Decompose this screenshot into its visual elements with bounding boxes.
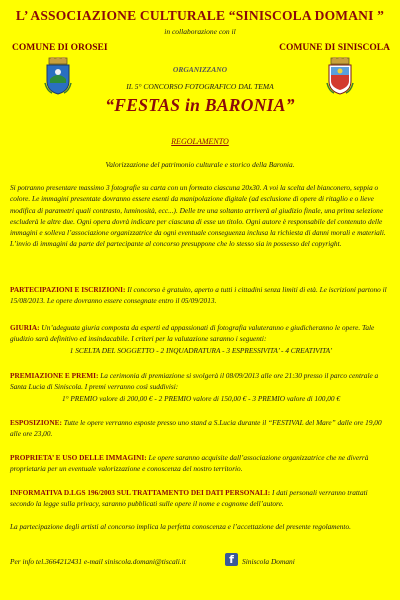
proprieta-section [10, 452, 392, 475]
giuria-text: Un’adeguata giuria composta da esperti ed appassionati di fotografia valuteranno e giudicheranno le opere. Tale giudizio sarà definitivo ed insindacabile. I criteri per la valutazione saranno i seguenti: [10, 323, 375, 344]
proprieta-heading: PROPRIETA’ E USO DELLE IMMAGINI: [10, 453, 147, 462]
intro-paragraph: Si potranno presentare massimo 3 fotografie su carta con un formato ciascuna 20x30. A voi la scelta del bianconero, seppia o colore. Le immagini presentate dovranno essere esenti da manipolazione digitale (ad esclusione di opere di ritaglio e o lieve modifica di parametri quali contrasto, luminosità, ecc...). Delle tre una soltanto arriverà al giudizio finale, una prima selezione escluderà le altre due. Ogni opera dovrà indicare per ciascuna di esse un titolo. Ogni autore è responsabile del contenuto delle immagini e solleva l’associazione organizzatrice da ogni eventuale conseguenza inclusa la richiesta di danni morali e materiali. L’invio di immagini da parte del partecipante al concorso presuppone che lo stesso sia in possesso del copyright. [10, 183, 386, 249]
premiazione-heading: PREMIAZIONE E PREMI: [10, 371, 99, 380]
premiazione-text: La cerimonia di premiazione si svolgerà il 08/09/2013 alle ore 21:30 presso il parco centrale a Santa Lucia di Siniscola. I premi verranno così suddivisi: [10, 371, 379, 392]
partecipazioni-text: Il concorso è gratuito, aperto a tutti i cittadini senza limiti di età. Le iscrizioni partono il 15/08/2013. Le opere dovranno essere consegnate entro il 05/09/2013. [10, 285, 387, 306]
comune-orosei-label: COMUNE DI OROSEI [12, 43, 108, 53]
facebook-page-name[interactable]: Siniscola Domani [242, 557, 295, 566]
partecipazioni-heading: PARTECIPAZIONI E ISCRIZIONI: [10, 285, 126, 294]
partecipazioni-section [10, 284, 392, 307]
informativa-text: I dati personali verranno trattati secondo la legge sulla privacy, saranno pubblicati sulle opere il nome e cognome dell’autore. [10, 488, 368, 509]
giuria-section [10, 322, 392, 356]
informativa-section [10, 487, 392, 510]
facebook-icon[interactable]: f [225, 553, 238, 566]
comune-siniscola-label: COMUNE DI SINISCOLA [279, 43, 390, 53]
contest-theme-title: “FESTAS in BARONIA” [105, 95, 295, 115]
contest-subtitle: IL 5° CONCORSO FOTOGRAFICO DAL TEMA [126, 82, 274, 91]
premiazione-section [10, 370, 392, 404]
organizzano-label: ORGANIZZANO [172, 65, 228, 74]
valorizzazione-line: Valorizzazione del patrimonio culturale e storico della Baronia. [105, 160, 295, 169]
collaboration-note: in collaborazione con il [164, 27, 236, 36]
association-title: L’ ASSOCIAZIONE CULTURALE “SINISCOLA DOMANI ” [15, 8, 385, 23]
esposizione-section [10, 417, 392, 440]
closing-paragraph: La partecipazione degli artisti al concorso implica la perfetta conoscenza e l’accettazione del presente regolamento. [10, 522, 351, 531]
esposizione-text: Tutte le opere verranno esposte presso uno stand a S.Lucia durante il “FESTIVAL del Mare” dalle ore 19,00 alle ore 23,00. [10, 418, 382, 439]
esposizione-heading: ESPOSIZIONE: [10, 418, 62, 427]
prize-list: 1° PREMIO valore di 200,00 € - 2 PREMIO valore di 150,00 € - 3 PREMIO valore di 100,00 € [61, 393, 341, 403]
informativa-heading: INFORMATIVA D.LGS 196/2003 SUL TRATTAMENTO DEI DATI PERSONALI: [10, 488, 271, 497]
giuria-heading: GIURIA: [10, 323, 40, 332]
giuria-criteria: 1 SCELTA DEL SOGGETTO - 2 INQUADRATURA - 3 ESPRESSIVITA’ - 4 CREATIVITA’ [69, 345, 333, 355]
regolamento-heading: REGOLAMENTO [171, 137, 229, 146]
contact-info: Per info tel.3664212431 e-mail siniscola.domani@tiscali.it [10, 557, 186, 566]
proprieta-text: Le opere saranno acquisite dall’associazione organizzatrice che ne diverrà proprietaria per un eventuale valorizzazione e conoscenza del nostro territorio. [10, 453, 369, 474]
